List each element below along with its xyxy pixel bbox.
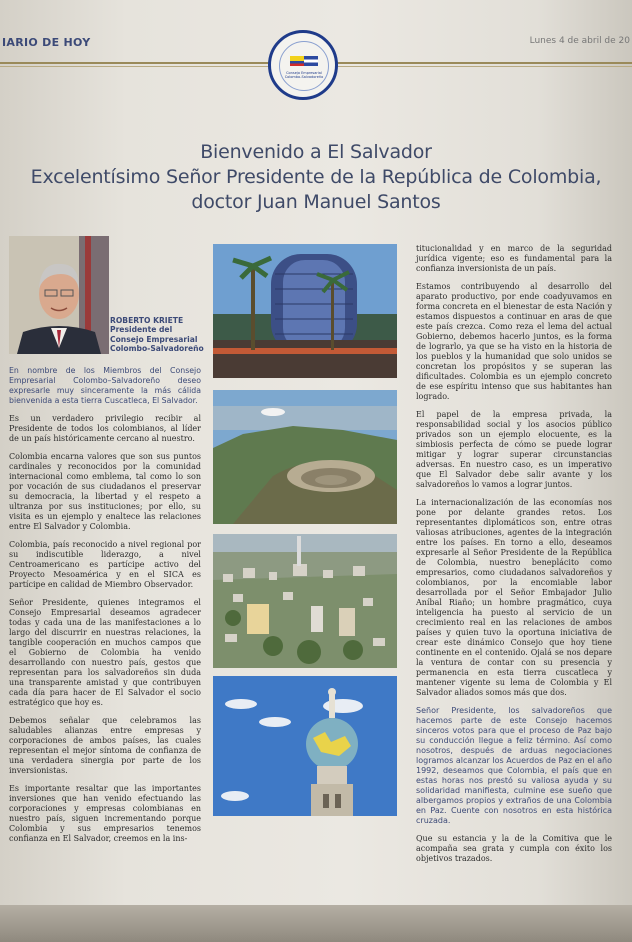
author-name: ROBERTO KRIETE	[110, 316, 184, 325]
headline	[0, 140, 632, 215]
author-role-line2: Consejo Empresarial	[110, 334, 198, 344]
issue-date: Lunes 4 de abril de 20	[529, 36, 630, 46]
headline-line1: Bienvenido a El Salvador	[200, 141, 432, 163]
paragraph: El papel de la empresa privada, la responsabilidad social y los asocios público privados son un ejemplo elocuente, es la simbiosis perfecta de cómo se puede lograr mitigar y lograr superar circunstancias adversas. En nuestro caso, es un imperativo que El Salvador debe salir avante y los salvadoreños lo vamos a lograr juntos.	[416, 410, 612, 489]
el-salvador-flag-icon	[304, 56, 318, 66]
author-caption	[110, 316, 210, 354]
photo-tower-building	[213, 244, 397, 378]
photo-volcano-crater	[213, 390, 397, 524]
newspaper-name: IARIO DE HOY	[2, 36, 91, 49]
lead-paragraph: En nombre de los Miembros del Consejo Empresarial Colombo–Salvadoreño deseo expresarle muy sinceramente la más cálida bienvenida a esta tierra Cuscatleca, El Salvador.	[9, 366, 201, 405]
paragraph: Debemos señalar que celebramos las saludables alianzas entre empresas y corporaciones de ambos países, las cuales representan el mejor síntoma de confianza de una verdadera sinergia por parte de los inversionistas.	[9, 716, 201, 775]
paragraph: Es importante resaltar que las importantes inversiones que han venido efectuando las corporaciones y empresas colombianas en nuestro país, siguen incrementando porque Colombia y sus empresarios tenemos confianza en El Salvador, creemos en la ins-	[9, 784, 201, 843]
paragraph-highlight: Señor Presidente, los salvadoreños que hacemos parte de este Consejo hacemos sinceros votos para que el proceso de Paz bajo su conducción llegue a feliz término. Así como nosotros, después de arduas negociaciones logramos alcanzar los Acuerdos de Paz en el año 1992, deseamos que Colombia, el país que en estas horas nos prestó su valiosa ayuda y su solidaridad manifiesta, culmine ese sueño que albergamos propios y extraños de una Colombia en Paz. Cuente con nosotros en esta histórica cruzada.	[416, 706, 612, 825]
council-seal-logo	[268, 30, 338, 100]
paragraph: Que su estancia y la de la Comitiva que le acompaña sea grata y cumpla con éxito los objetivos trazados.	[416, 834, 612, 863]
paragraph: Colombia, país reconocido a nivel regional por su indiscutible liderazgo, a nivel Centroamericano es partícipe activo del Proyecto Mesoamérica y en el SICA es partícipe en calidad de Miembro Observador.	[9, 540, 201, 589]
photo-monument	[213, 676, 397, 816]
seal-ring	[279, 41, 329, 91]
paragraph: Señor Presidente, quienes integramos el Consejo Empresarial deseamos agradecer todas y cada una de las manifestaciones a lo largo del discurrir en nuestras relaciones, la tangible cooperación en muchos campos que el Gobierno de Colombia ha venido desarrollando con nuestro país, gestos que representan para los salvadoreños sin duda una transparente amistad y que contribuyen cada día para hacer de El Salvador el socio estratégico que hoy es.	[9, 598, 201, 707]
seal-text: Consejo Empresarial Colombo-Salvadoreño	[284, 71, 324, 79]
paragraph: Es un verdadero privilegio recibir al Presidente de todos los colombianos, al líder de un país históricamente cercano al nuestro.	[9, 414, 201, 443]
page-bottom-edge	[0, 905, 632, 942]
paragraph: Estamos contribuyendo al desarrollo del aparato productivo, por ende coadyuvamos en forma concreta en el bienestar de esta Nación y estamos dispuestos a continuar en aras de que este país crezca. Como reza el lema del actual Gobierno, debemos hacerlo juntos, es la forma de lograrlo, ya que se ha visto en la historia de los pueblos y la humanidad que solo unidos se concretan los propósitos y se superan las dificultades. Colombia es un ejemplo concreto de ese espíritu intenso que sus habitantes han logrado.	[416, 282, 612, 401]
author-role-line3: Colombo-Salvadoreño	[110, 344, 204, 354]
portrait-illustration	[9, 236, 109, 354]
author-role-line1: Presidente del	[110, 325, 173, 335]
author-portrait	[9, 236, 109, 354]
paragraph: Colombia encarna valores que son sus puntos cardinales y reconocidos por la comunidad internacional como emblema, tal como lo son por vocación de sus ciudadanos el preservar su democracia, la libertad y el respeto a ultranza por sus instituciones; por ello, su visita es un ejemplo y enaltece las relaciones entre El Salvador y Colombia.	[9, 452, 201, 531]
paragraph: titucionalidad y en marco de la seguridad jurídica vigente; eso es fundamental para la confianza inversionista de un país.	[416, 244, 612, 273]
paragraph: La internacionalización de las economías nos pone por delante grandes retos. Los representantes diplomáticos son, entre otras valiosas atribuciones, agentes de la integración entre los países. En torno a ello, deseamos expresarle al Señor Presidente de la República de Colombia, nuestro beneplácito como empresarios, como ciudadanos salvadoreños y colombianos, por la encomiable labor desarrollada por el Señor Embajador Julio Aníbal Riaño; un hombre pragmático, cuya inteligencia ha puesto al servicio de un crecimiento real en las relaciones de ambos países y quien tuvo la oportuna iniciativa de crear este dinámico Consejo que hoy tiene continente en el contenido. Ojalá se nos depare la ventura de contar con su presencia y permanencia en esta tierra cuscatleca y mantener vigente su lema de Colombia y El Salvador aliados somos más que dos.	[416, 498, 612, 697]
headline-line2: Excelentísimo Señor Presidente de la República de Colombia,	[30, 166, 602, 188]
column-left	[9, 366, 201, 852]
colombia-flag-icon	[290, 56, 304, 66]
column-right	[416, 244, 612, 872]
photo-city-skyline	[213, 534, 397, 668]
headline-line3: doctor Juan Manuel Santos	[191, 191, 441, 213]
